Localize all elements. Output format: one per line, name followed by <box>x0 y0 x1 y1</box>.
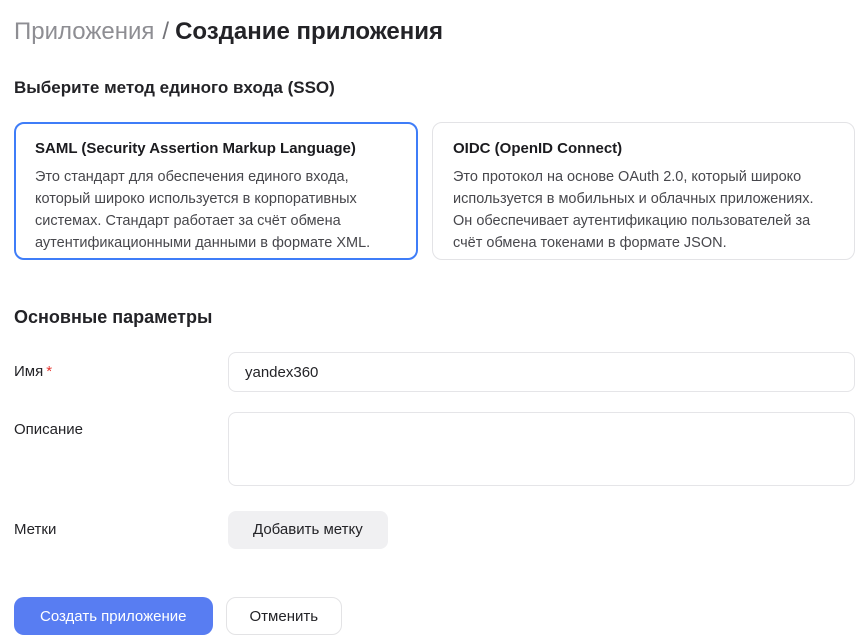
add-label-button[interactable]: Добавить метку <box>228 511 388 549</box>
sso-method-cards <box>14 122 855 260</box>
cancel-button[interactable]: Отменить <box>226 597 343 635</box>
name-input[interactable] <box>228 352 855 392</box>
breadcrumb-separator: / <box>162 18 170 45</box>
description-field-row <box>14 412 855 491</box>
sso-option-oidc-title: OIDC (OpenID Connect) <box>453 140 623 157</box>
sso-section-heading: Выберите метод единого входа (SSO) <box>14 78 335 97</box>
sso-option-oidc[interactable] <box>432 122 855 260</box>
description-textarea[interactable] <box>228 412 855 486</box>
sso-option-saml-title: SAML (Security Assertion Markup Language) <box>35 140 356 157</box>
main-params-heading: Основные параметры <box>14 307 213 327</box>
name-field-row <box>14 352 855 392</box>
sso-option-oidc-description: Это протокол на основе OAuth 2.0, который широко используется в мобильных и облачных приложениях. Он обеспечивает аутентификацию пользователей за счёт обмена токенами в формате JSON. <box>453 169 814 251</box>
sso-option-saml[interactable] <box>14 122 418 260</box>
labels-field-label: Метки <box>14 521 57 538</box>
breadcrumb-applications-link[interactable]: Приложения <box>14 18 155 45</box>
labels-field-row <box>14 511 855 549</box>
required-asterisk: * <box>46 363 53 380</box>
name-field-label: Имя * <box>14 363 53 380</box>
breadcrumb <box>14 16 855 48</box>
description-field-label: Описание <box>14 421 84 438</box>
create-application-button[interactable]: Создать приложение <box>14 597 213 635</box>
sso-option-saml-description: Это стандарт для обеспечения единого входа, который широко используется в корпоративных системах. Стандарт работает за счёт обмена аутентификационными данными в формате XML. <box>35 169 371 251</box>
page-title: Создание приложения <box>175 18 444 45</box>
form-actions <box>14 597 855 635</box>
